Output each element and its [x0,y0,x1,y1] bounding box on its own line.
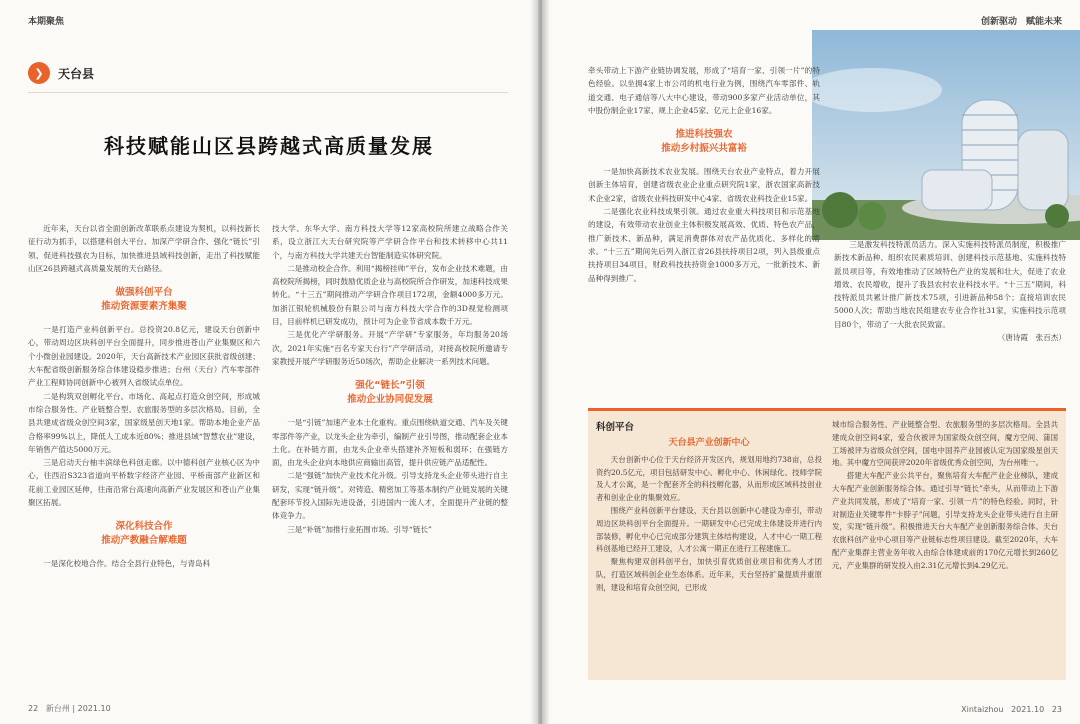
paragraph: 三是激发科技特派员活力。深入实施科技特派员制度，积极推广新技术新品种、组织农民素质培训、创建科技示范基地、实施科技特派员项目等，有效地推动了区域特色产业的发展和壮大，促进了农业增效、农民增收，提升了我县农村农业科技水平。“十三五”期间，科技特派员共累计推广新技术75项，引进新品种58个；直接培训农民5000人次；帮助当地农民组建农专业合作社31家，实施科技示范项目80个，带动了一大批农民致富。 [834,240,1066,329]
section-header [28,62,94,84]
subheading: 强化“链长”引领 推动企业协同促发展 [347,380,433,406]
paragraph: 搭建大车配产业公共平台，聚焦培育大车配产业企业梯队，建成大车配产业创新服务综合体。通过引导“链长”牵头，从而带动上下游产业共同发展，形成了“培育一家、引领一片”的特色经验。同时，针对制造业关键零件“卡脖子”问题，引导支持龙头企业带头进行自主研发，实现“链升级”。积极推进天台大车配产业创新服务综合体、天台农旅科创产业中心项目等产业链标志性项目建设。截至2020年，大车配产业集群主营业务年收入由综合体建成前的170亿元增长到260亿元，产业集群的研发投入由2.31亿元增长到4.29亿元。 [832,471,1058,570]
building-photo [812,30,1080,240]
paragraph: 三是启动天台柚丰滨绿色科创走廊。以中德科创产业核心区为中心，往西沿S323省道向平桥数字经济产业园、平桥南部产业新区和花前工业园区延伸，往南沿常台高速向高新产业发展区和苍山产业集聚区拓展。 [28,458,260,508]
chevron-right-icon: ❯ [28,62,50,84]
paragraph: 二是推动校企合作。利用“揭榜挂帅”平台，发布企业技术难题，由高校院所揭榜，同时鼓励优质企业与高校院所合作研发，加速科技成果转化。“十三五”期间推动产学研合作项目172项，金额4000多万元。加浙江银轮机械股份有限公司与南方科技大学合作的3D视觉检测项目，目前样机已研发成功，预计可为企业节省成本数千万元。 [272,263,508,327]
page-number: 22 [28,704,39,713]
issue-date: 2021.10 [1011,705,1045,714]
paragraph: 城市综合服务性、产业链整合型、农旅服务型的多层次格局。全县共建成众创空间4家，爱合伙被评为国家级众创空间，魔方空间、蒲国工场被评为省级众创空间，国电中国养产业园被认定为国家级星创天地。其中魔方空间获评2020年省级优秀众创空间，为台州唯一。 [832,420,1058,468]
paragraph: 三是优化产学研服务。开展“产学研”专家服务，年均服务20场次，2021年实施“百名专家天台行”产学研活动，对接高校院所邀请专家教授开展产学研服务近50场次，帮助企业解决一系列技术问题。 [272,330,508,366]
subheading: 做强科创平台 推动资源要素齐集聚 [101,287,187,313]
running-head: 创新驱动 赋能未来 [980,17,1062,27]
box-title: 天台县产业创新中心 [668,438,750,448]
magazine-name: Xintaizhou [961,705,1004,714]
box-tag: 科创平台 [596,422,635,433]
page-number: 23 [1051,705,1062,714]
paragraph: 二是“强链”加快产业技术化升级。引导支持龙头企业带头进行自主研发，实现“链升级”。对铸造、精密加工等基本制约产业链发展的关键配套环节投入国际先进设备，引进国内一流人才，全面提升产业链的整体竞争力。 [272,471,508,521]
right-column-1 [588,64,820,285]
page-footer: 22 新台州 | 2021.10 [28,704,111,713]
left-column-1 [28,222,260,571]
paragraph: 二是构筑双创孵化平台。市场化、高起点打造众创空间，形成城市综合服务性、产业链整合型、农旅服务型的多层次格局。目前，全县共建成省级众创空间3家，国家级星创天地1家。帮助本地企业产品合格率99%以上，降低人工成本近80%；推进县域“智慧农业”建设，年销售产值达5000万元。 [28,391,260,454]
box-column-1 [596,437,822,595]
section-divider [28,92,508,93]
box-column-2 [832,419,1058,573]
right-page [542,0,1080,724]
paragraph: 天台创新中心位于天台经济开发区内，规划用地约738亩，总投资约20.5亿元，项目包括研发中心、孵化中心、休闲绿化、技师学院及人才公寓，是一个配套齐全的科技孵化器，从而形成区域科技创业者和创业企业的集聚效应。 [596,454,822,503]
paragraph: 一是加快高新技术农业发展。围绕天台农业产业特点，着力开展创新主体培育，创建省级农业企业重点研究院1家，浙农国家高新技术企业2家，省级农业科技研发中心4家、省级农业科技企业15家。 [588,167,820,203]
paragraph: 聚焦构建双创科创平台，加快引育优质创业项目和优秀人才团队，打造区域科创企业生态体系。近年来，天台坚持扩量提质并重原则，建设和培育众创空间，已形成 [596,557,822,592]
intro-paragraph: 近年来，天台以省全面创新改革联系点建设为契机，以科技新长征行动为抓手，以搭建科创大平台、加深产学研合作、强化“链长”引领、促进科技强农为目标，加快推进县域科技创新，走出了科技赋能山区26县跨越式高质量发展的天台路径。 [28,224,260,273]
issue-date: 2021.10 [77,704,111,713]
paragraph: 一是打造产业科创新平台。总投资20.8亿元，建设天台创新中心，带动周边区块科创平台全面提升，同步推进苍山产业集聚区和六个小微创业园建设。2020年，天台高新技术产业园区获批省级创建；大车配省级创新服务综合体建设稳步推进；台州（天台）汽车零部件产业工程师协同创新中心被列入省级试点单位。 [28,325,260,388]
sidebar-box [588,408,1066,680]
magazine-name: 新台州 [45,704,70,713]
paragraph: 二是强化农业科技成果引领。通过农业重大科技项目和示范基地的建设，有效带动农业创业主体积极发展高效、优质、特色农产品，推广新技术、新品种，满足消费群体对农产品优质化、多样化的需求。“十三五”期间先后列入浙江省26县扶持项目2项，列入县级重点扶持项目34项目，财政科技扶持资金1000多万元，一批新技术、新品种得到推广。 [588,207,820,283]
paragraph: 一是“引链”加速产业本土化重构。重点围绕轨道交通、汽车及关键零部件等产业，以龙头企业为牵引，编制产业引导图，推动配套企业本土化。在补链方面，由龙头企业牵头搭建补齐短板和弱环；在强链方面，由龙头企业向本地供应商输出高管，提升供应链产品适配性。 [272,418,508,468]
byline: （唐诗霞 张百杰） [997,333,1066,343]
left-column-2 [272,222,508,536]
book-spine [530,0,550,724]
paragraph: 牵头带动上下游产业链协调发展，形成了“培育一家、引领一片”的特色经验。以坐拥4家上市公司的机电行业为例，围绕汽车零部件、轨道交通、电子通信等八大中心建设，带动900多家产业活动单位，其中股份制企业17家、规上企业45家、亿元上企业16家。 [588,66,820,115]
paragraph: 技大学、东华大学、南方科技大学等12家高校院所建立战略合作关系，设立浙江大天台研究院等产学研合作平台和技术转移中心共11个，与南方科技大学共建天台智能制造实体研究院。 [272,224,508,260]
paragraph: 一是深化校地合作。结合全县行业特色，与青岛科 [43,559,211,569]
right-column-2 [834,238,1066,344]
left-page [0,0,538,724]
running-head: 本期聚焦 [28,17,65,27]
paragraph: 围绕产业科创新平台建设，天台县以创新中心建设为牵引，带动周边区块科创平台全面提升。一期研发中心已完成主体建设并进行内部装修，孵化中心已完成部分建筑主体结构建设，人才中心一期工程科创基地已经开工建设，人才公寓一期正在进行工程建施工。 [596,505,822,554]
subheading: 深化科技合作 推动产教融合解难题 [101,521,187,547]
article-title: 科技赋能山区县跨越式高质量发展 [104,134,434,158]
paragraph: 三是“补链”加推行业拓围市场。引导“链长” [287,524,432,534]
subheading: 推进科技强农 推动乡村振兴共富裕 [661,129,747,155]
section-name: 天台县 [58,66,95,81]
page-footer [961,705,1062,714]
